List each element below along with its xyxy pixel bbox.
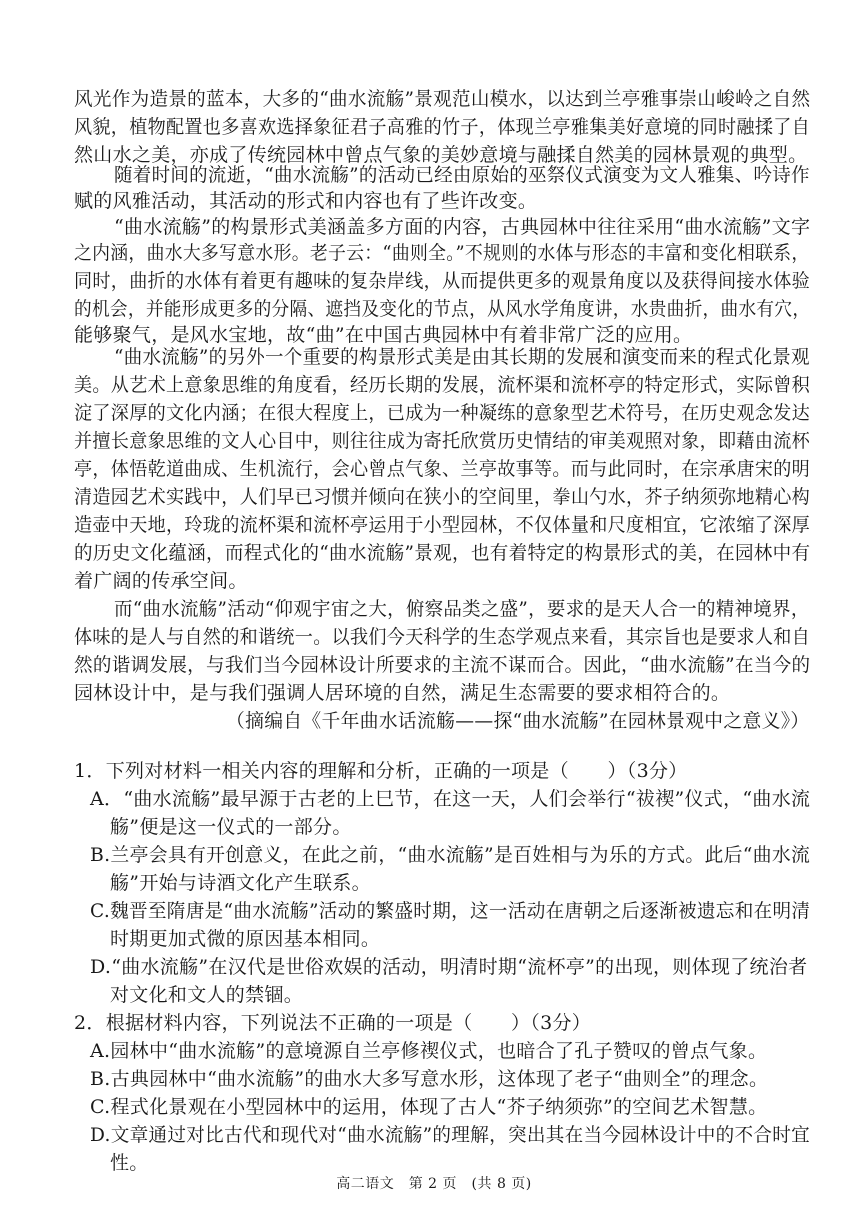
question-stem: 2．根据材料内容，下列说法不正确的一项是（ ）（3分） [74, 1012, 592, 1034]
option-b: B.古典园林中“曲水流觞”的曲水大多写意水形，这体现了老子“曲则全”的理念。 [90, 1068, 769, 1090]
option-a: A.园林中“曲水流觞”的意境源自兰亭修禊仪式，也暗合了孔子赞叹的曾点气象。 [90, 1040, 768, 1062]
passage-line: 园林设计中，是与我们强调人居环境的自然，满足生态需要的要求相符合的。 [74, 682, 731, 704]
passage-line: “曲水流觞”的另外一个重要的构景形式美是由其长期的发展和演变而来的程式化景观 [114, 346, 810, 368]
passage-line: 着广阔的传承空间。 [74, 570, 248, 592]
passage-line: 而“曲水流觞”活动“仰观宇宙之大，俯察品类之盛”，要求的是天人合一的精神境界， [114, 598, 810, 620]
option-d-cont: 对文化和文人的禁锢。 [110, 984, 304, 1006]
passage-line: 同时，曲折的水体有着更有趣味的复杂岸线，从而提供更多的观景角度以及获得间接水体验 [74, 270, 811, 292]
passage-line: 然山水之美，亦成了传统园林中曾点气象的美妙意境与融揉自然美的园林景观的典型。 [74, 144, 808, 166]
passage-line: 能够聚气，是风水宝地，故“曲”在中国古典园林中有着非常广泛的应用。 [74, 324, 693, 346]
passage-line: 美。从艺术上意象思维的角度看，经历长期的发展，流杯渠和流杯亭的特定形式，实际曾积 [74, 374, 811, 396]
passage-line: 的机会，并能形成更多的分隔、遮挡及变化的节点，从风水学角度讲，水贵曲折，曲水有穴， [74, 298, 811, 320]
option-b: B.兰亭会具有开创意义，在此之前，“曲水流觞”是百姓相与为乐的方式。此后“曲水流 [90, 844, 811, 866]
passage-line: 然的谐调发展，与我们当今园林设计所要求的主流不谋而合。因此，“曲水流觞”在当今的 [74, 654, 811, 676]
option-b-cont: 觞”开始与诗酒文化产生联系。 [110, 872, 371, 894]
option-a: A．“曲水流觞”最早源于古老的上巳节，在这一天，人们会举行“祓禊”仪式，“曲水流 [90, 788, 811, 810]
option-d-cont: 性。 [110, 1152, 149, 1174]
passage-line: 清造园艺术实践中，人们早已习惯并倾向在狭小的空间里，拳山勺水，芥子纳须弥地精心构 [74, 486, 811, 508]
passage-line: 淀了深厚的文化内涵；在很大程度上，已成为一种凝练的意象型艺术符号，在历史观念发达 [74, 402, 811, 424]
page-footer: 高二语文 第 2 页 (共 8 页) [336, 1176, 532, 1192]
passage-line: 的历史文化蕴涵，而程式化的“曲水流觞”景观，也有着特定的构景形式的美，在园林中有 [74, 542, 811, 564]
passage-line: 风光作为造景的蓝本，大多的“曲水流觞”景观范山模水，以达到兰亭雅事崇山峻岭之自然 [74, 88, 811, 110]
passage-line: 之内涵，曲水大多写意水形。老子云：“曲则全。”不规则的水体与形态的丰富和变化相联系， [74, 242, 810, 264]
passage-line: 赋的风雅活动，其活动的形式和内容也有了些许改变。 [74, 190, 538, 212]
passage-line: “曲水流觞”的构景形式美涵盖多方面的内容，古典园林中往往采用“曲水流觞”文字 [114, 216, 811, 238]
option-c: C.魏晋至隋唐是“曲水流觞”活动的繁盛时期，这一活动在唐朝之后逐渐被遗忘和在明清 [90, 900, 811, 922]
passage-line: 造壶中天地，玲珑的流杯渠和流杯亭运用于小型园林，不仅体量和尺度相宜，它浓缩了深厚 [74, 514, 811, 536]
option-c: C.程式化景观在小型园林中的运用，体现了古人“芥子纳须弥”的空间艺术智慧。 [90, 1096, 768, 1118]
passage-line: 风貌，植物配置也多喜欢选择象征君子高雅的竹子，体现兰亭雅集美好意境的同时融揉了自 [74, 116, 811, 138]
question-stem: 1．下列对材料一相关内容的理解和分析，正确的一项是（ ）（3分） [74, 760, 688, 782]
passage-line: 随着时间的流逝，“曲水流觞”的活动已经由原始的巫祭仪式演变为文人雅集、吟诗作 [114, 164, 810, 186]
passage-source: （摘编自《千年曲水话流觞——探“曲水流觞”在园林景观中之意义》） [226, 710, 810, 732]
option-a-cont: 觞”便是这一仪式的一部分。 [110, 816, 352, 838]
option-d: D.“曲水流觞”在汉代是世俗欢娱的活动，明清时期“流杯亭”的出现，则体现了统治者 [90, 956, 808, 978]
passage-line: 亭，体悟乾道曲成、生机流行，会心曾点气象、兰亭故事等。而与此同时，在宗承唐宋的明 [74, 458, 811, 480]
option-d: D.文章通过对比古代和现代对“曲水流觞”的理解，突出其在当今园林设计中的不合时宜 [90, 1124, 811, 1146]
option-c-cont: 时期更加式微的原因基本相同。 [110, 928, 381, 950]
passage-line: 体味的是人与自然的和谐统一。以我们今天科学的生态学观点来看，其宗旨也是要求人和自 [74, 626, 811, 648]
passage-line: 并擅长意象思维的文人心目中，则往往成为寄托欣赏历史情结的审美观照对象，即藉由流杯 [74, 430, 811, 452]
